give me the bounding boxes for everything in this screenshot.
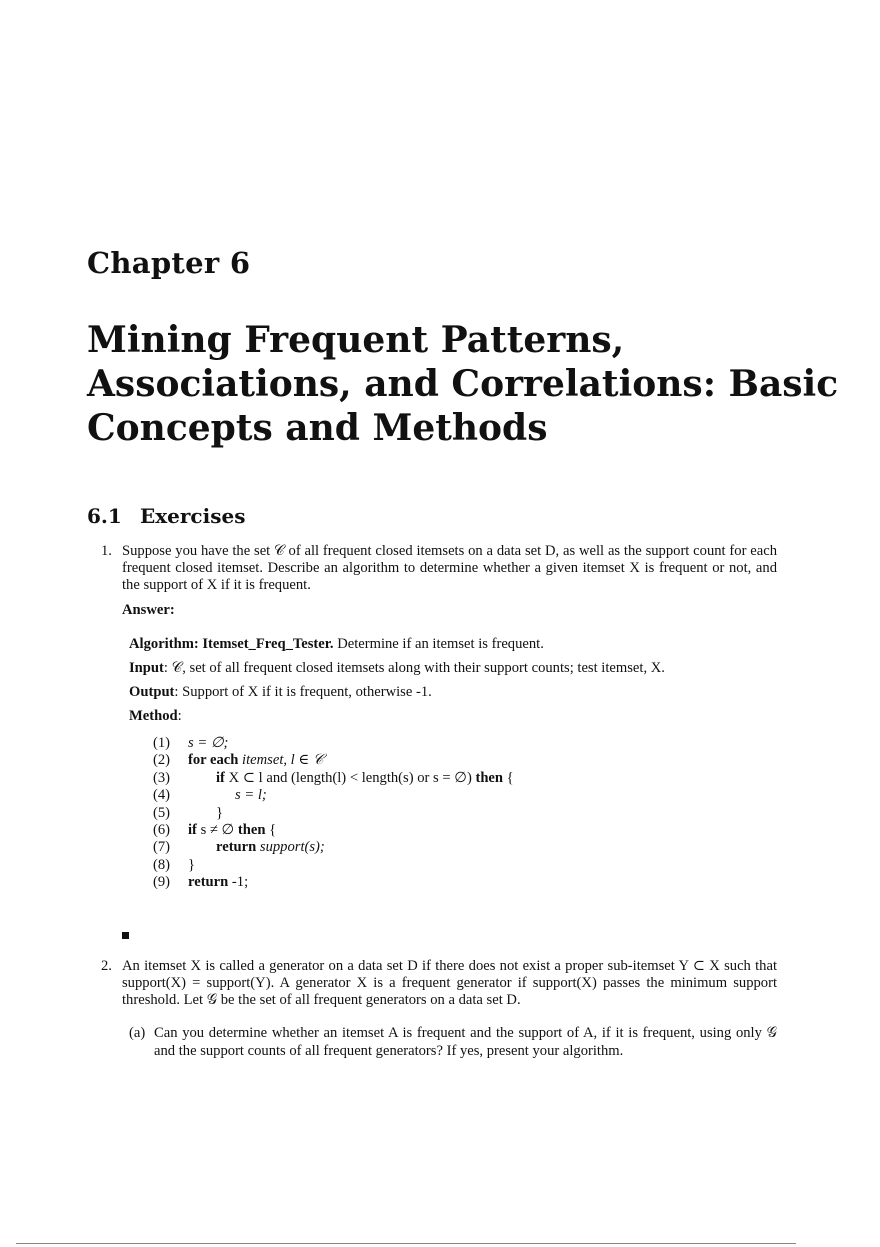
code-keyword: if <box>188 821 197 838</box>
input-text: : 𝒞, set of all frequent closed itemsets along with their support counts; test itemset, X. <box>163 660 665 676</box>
code-keyword: for each <box>188 752 239 769</box>
section-heading <box>87 504 245 528</box>
algorithm-block <box>129 636 789 732</box>
code-text: s = ∅; <box>188 735 229 751</box>
chapter-title-line-1: Mining Frequent Patterns, <box>87 319 625 361</box>
algorithm-name-line <box>129 636 789 653</box>
code-text: X ⊂ l and (length(l) < length(s) or s = ∅) <box>224 769 476 786</box>
line-number: (1) <box>153 735 171 751</box>
algorithm-name: Algorithm: Itemset_Freq_Tester. <box>129 636 334 652</box>
line-number: (2) <box>153 752 171 769</box>
method-label: Method <box>129 708 178 724</box>
algorithm-method-line <box>129 708 789 725</box>
chapter-title-line-3: Concepts and Methods <box>87 407 548 449</box>
code-keyword-then: then <box>475 769 504 786</box>
line-number: (9) <box>153 874 171 891</box>
chapter-title-line-2: Associations, and Correlations: Basic <box>87 363 839 405</box>
code-keyword: if <box>216 769 225 786</box>
method-colon: : <box>177 708 182 724</box>
code-text: support(s); <box>256 839 325 856</box>
line-number: (6) <box>153 821 171 838</box>
qed-square-icon <box>122 932 129 939</box>
input-label: Input <box>129 660 164 676</box>
exercise-1-number: 1. <box>101 543 112 559</box>
code-keyword-then: then <box>237 821 266 838</box>
code-text: s ≠ ∅ <box>196 821 238 838</box>
exercise-2-part-a <box>129 1025 777 1060</box>
line-number: (3) <box>153 769 171 786</box>
code-keyword: return <box>216 839 257 856</box>
part-a-label: (a) <box>129 1025 146 1041</box>
algorithm-output-line <box>129 684 789 701</box>
algorithm-description: Determine if an itemset is frequent. <box>333 636 544 652</box>
line-number: (5) <box>153 804 171 821</box>
section-number: 6.1 <box>87 504 122 528</box>
output-text: : Support of X if it is frequent, otherwise -1. <box>174 684 432 700</box>
code-keyword: return <box>188 874 229 891</box>
code-text: itemset, l ∈ 𝒞 <box>238 752 324 769</box>
code-brace: { <box>503 769 514 786</box>
line-number: (7) <box>153 839 171 856</box>
output-label: Output <box>129 684 175 700</box>
code-text: s = l; <box>235 787 267 804</box>
line-number: (8) <box>153 856 171 873</box>
code-text: -1; <box>228 874 249 891</box>
code-text: } <box>188 856 196 873</box>
chapter-title <box>87 318 847 450</box>
part-a-text: Can you determine whether an itemset A is frequent and the support of A, if it is frequent, using only 𝒢 and the support counts of all frequent generators? If yes, present your algorithm. <box>154 1025 777 1059</box>
code-brace: { <box>265 821 277 838</box>
line-number: (4) <box>153 787 171 804</box>
code-text: } <box>216 804 224 821</box>
section-title: Exercises <box>140 504 246 528</box>
exercise-1 <box>101 543 777 594</box>
chapter-label: Chapter 6 <box>87 246 251 280</box>
algorithm-input-line <box>129 660 789 677</box>
answer-label: Answer: <box>122 602 175 618</box>
exercise-2 <box>101 958 777 1009</box>
footer-divider <box>16 1243 796 1244</box>
exercise-1-text: Suppose you have the set 𝒞 of all frequent closed itemsets on a data set D, as well as the support count for each frequent closed itemset. Describe an algorithm to determine whether a given itemset X is frequent or not, and the support of X if it is frequent. <box>122 543 777 593</box>
exercise-2-number: 2. <box>101 958 112 974</box>
exercise-2-text: An itemset X is called a generator on a data set D if there does not exist a proper sub-itemset Y ⊂ X such that support(X) = support(Y). A generator X is a frequent generator if support(X) passes the minimum support threshold. Let 𝒢 be the set of all frequent generators on a data set D. <box>122 958 777 1008</box>
